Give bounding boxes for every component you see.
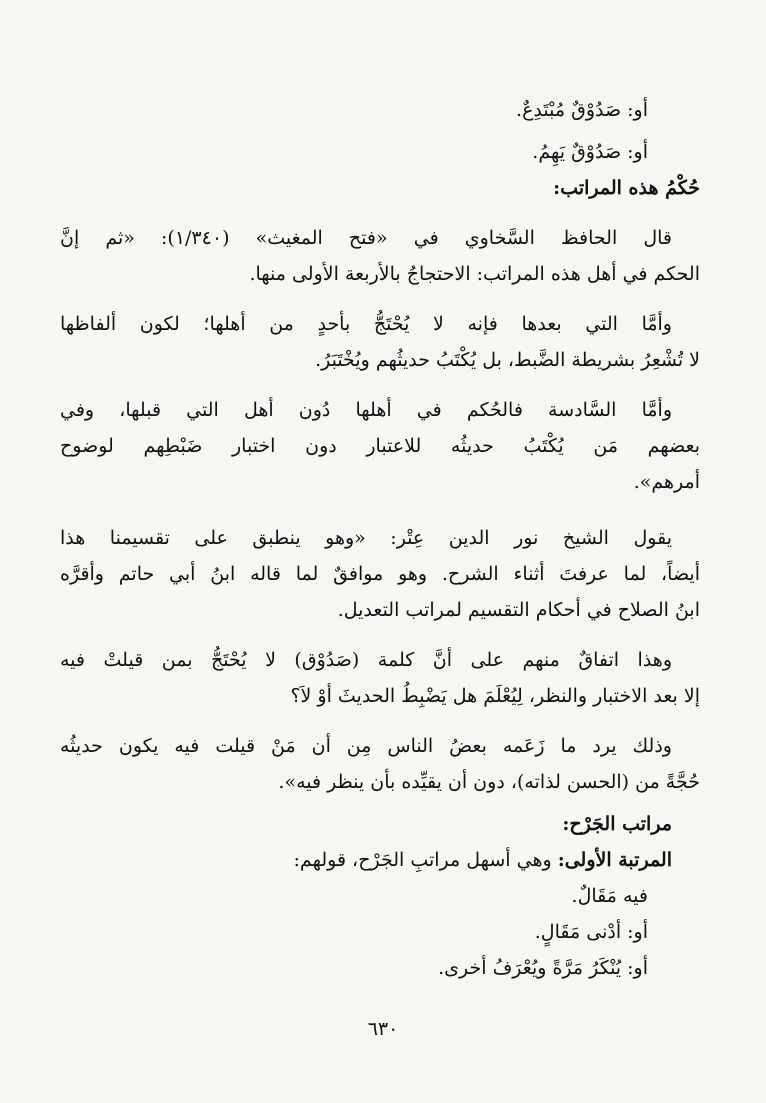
section-heading: حُكْمُ هذه المراتب:	[553, 177, 700, 199]
text-line: وهذا اتفاقٌ منهم على أنَّ كلمة (صَدُوْق) لا يُحْتَجُّ بمن قيلتْ فيه	[60, 649, 672, 671]
text-line: أو: أدْنى مَقَالٍ.	[534, 921, 648, 943]
text-line: بعضهم مَن يُكْتَبُ حديثُه للاعتبار دون اختبار ضَبْطِهم لوضوح	[60, 435, 700, 457]
rank-heading: المرتبة الأولى:	[557, 849, 672, 871]
text-line: أيضاً، لما عرفتَ أثناء الشرح. وهو موافقٌ لما قاله ابنُ أبي حاتم وأقرَّه	[60, 563, 700, 585]
text-line: أو: صَدُوْقٌ مُبْتَدِعٌ.	[516, 99, 648, 121]
text-line: لا تُشْعِرُ بشريطة الضَّبط، بل يُكْتَبُ حديثُهم ويُخْتَبَرُ.	[315, 349, 700, 371]
text-line: وذلك يرد ما زَعَمه بعضُ الناس مِن أن مَنْ قيلت فيه يكون حديثُه	[60, 735, 672, 757]
text-line: الحكم في أهل هذه المراتب: الاحتجاجُ بالأربعة الأولى منها.	[249, 263, 700, 285]
text-line: حُجَّةً من (الحسن لذاته)، دون أن يقيِّده بأن ينظر فيه».	[278, 771, 700, 793]
text-block	[60, 92, 700, 986]
rank-description: وهي أسهل مراتبِ الجَرْح، قولهم:	[293, 849, 552, 871]
text-line: فيه مَقَالٌ.	[571, 885, 648, 907]
text-line	[60, 842, 700, 878]
section-heading: مراتب الجَرْح:	[562, 813, 672, 835]
text-line: يقول الشيخ نور الدين عِتْر: «وهو ينطبق على تقسيمنا هذا	[60, 527, 672, 549]
page-number: ٦٣٠	[367, 1018, 399, 1040]
text-line: وأمَّا السَّادسة فالحُكم في أهلها دُون أهل التي قبلها، وفي	[60, 399, 672, 421]
text-line: ابنُ الصلاح في أحكام التقسيم لمراتب التعديل.	[337, 599, 700, 621]
text-line: وأمَّا التي بعدها فإنه لا يُحْتَجُّ بأحدٍ من أهلها؛ لكون ألفاظها	[60, 313, 672, 335]
text-line: أو: يُنْكَرُ مَرَّةً ويُعْرَفُ أخرى.	[438, 957, 648, 979]
text-line: أمرهم».	[633, 471, 700, 493]
text-line: إلا بعد الاختبار والنظر، لِيُعْلَمَ هل يَضْبِطُ الحديثَ أوْ لاَ؟	[290, 685, 700, 707]
text-line: أو: صَدُوْقٌ يَهِمُ.	[532, 141, 648, 163]
text-line: قال الحافظ السَّخاوي في «فتح المغيث» (١/٣٤٠): «ثم إنَّ	[60, 227, 673, 249]
